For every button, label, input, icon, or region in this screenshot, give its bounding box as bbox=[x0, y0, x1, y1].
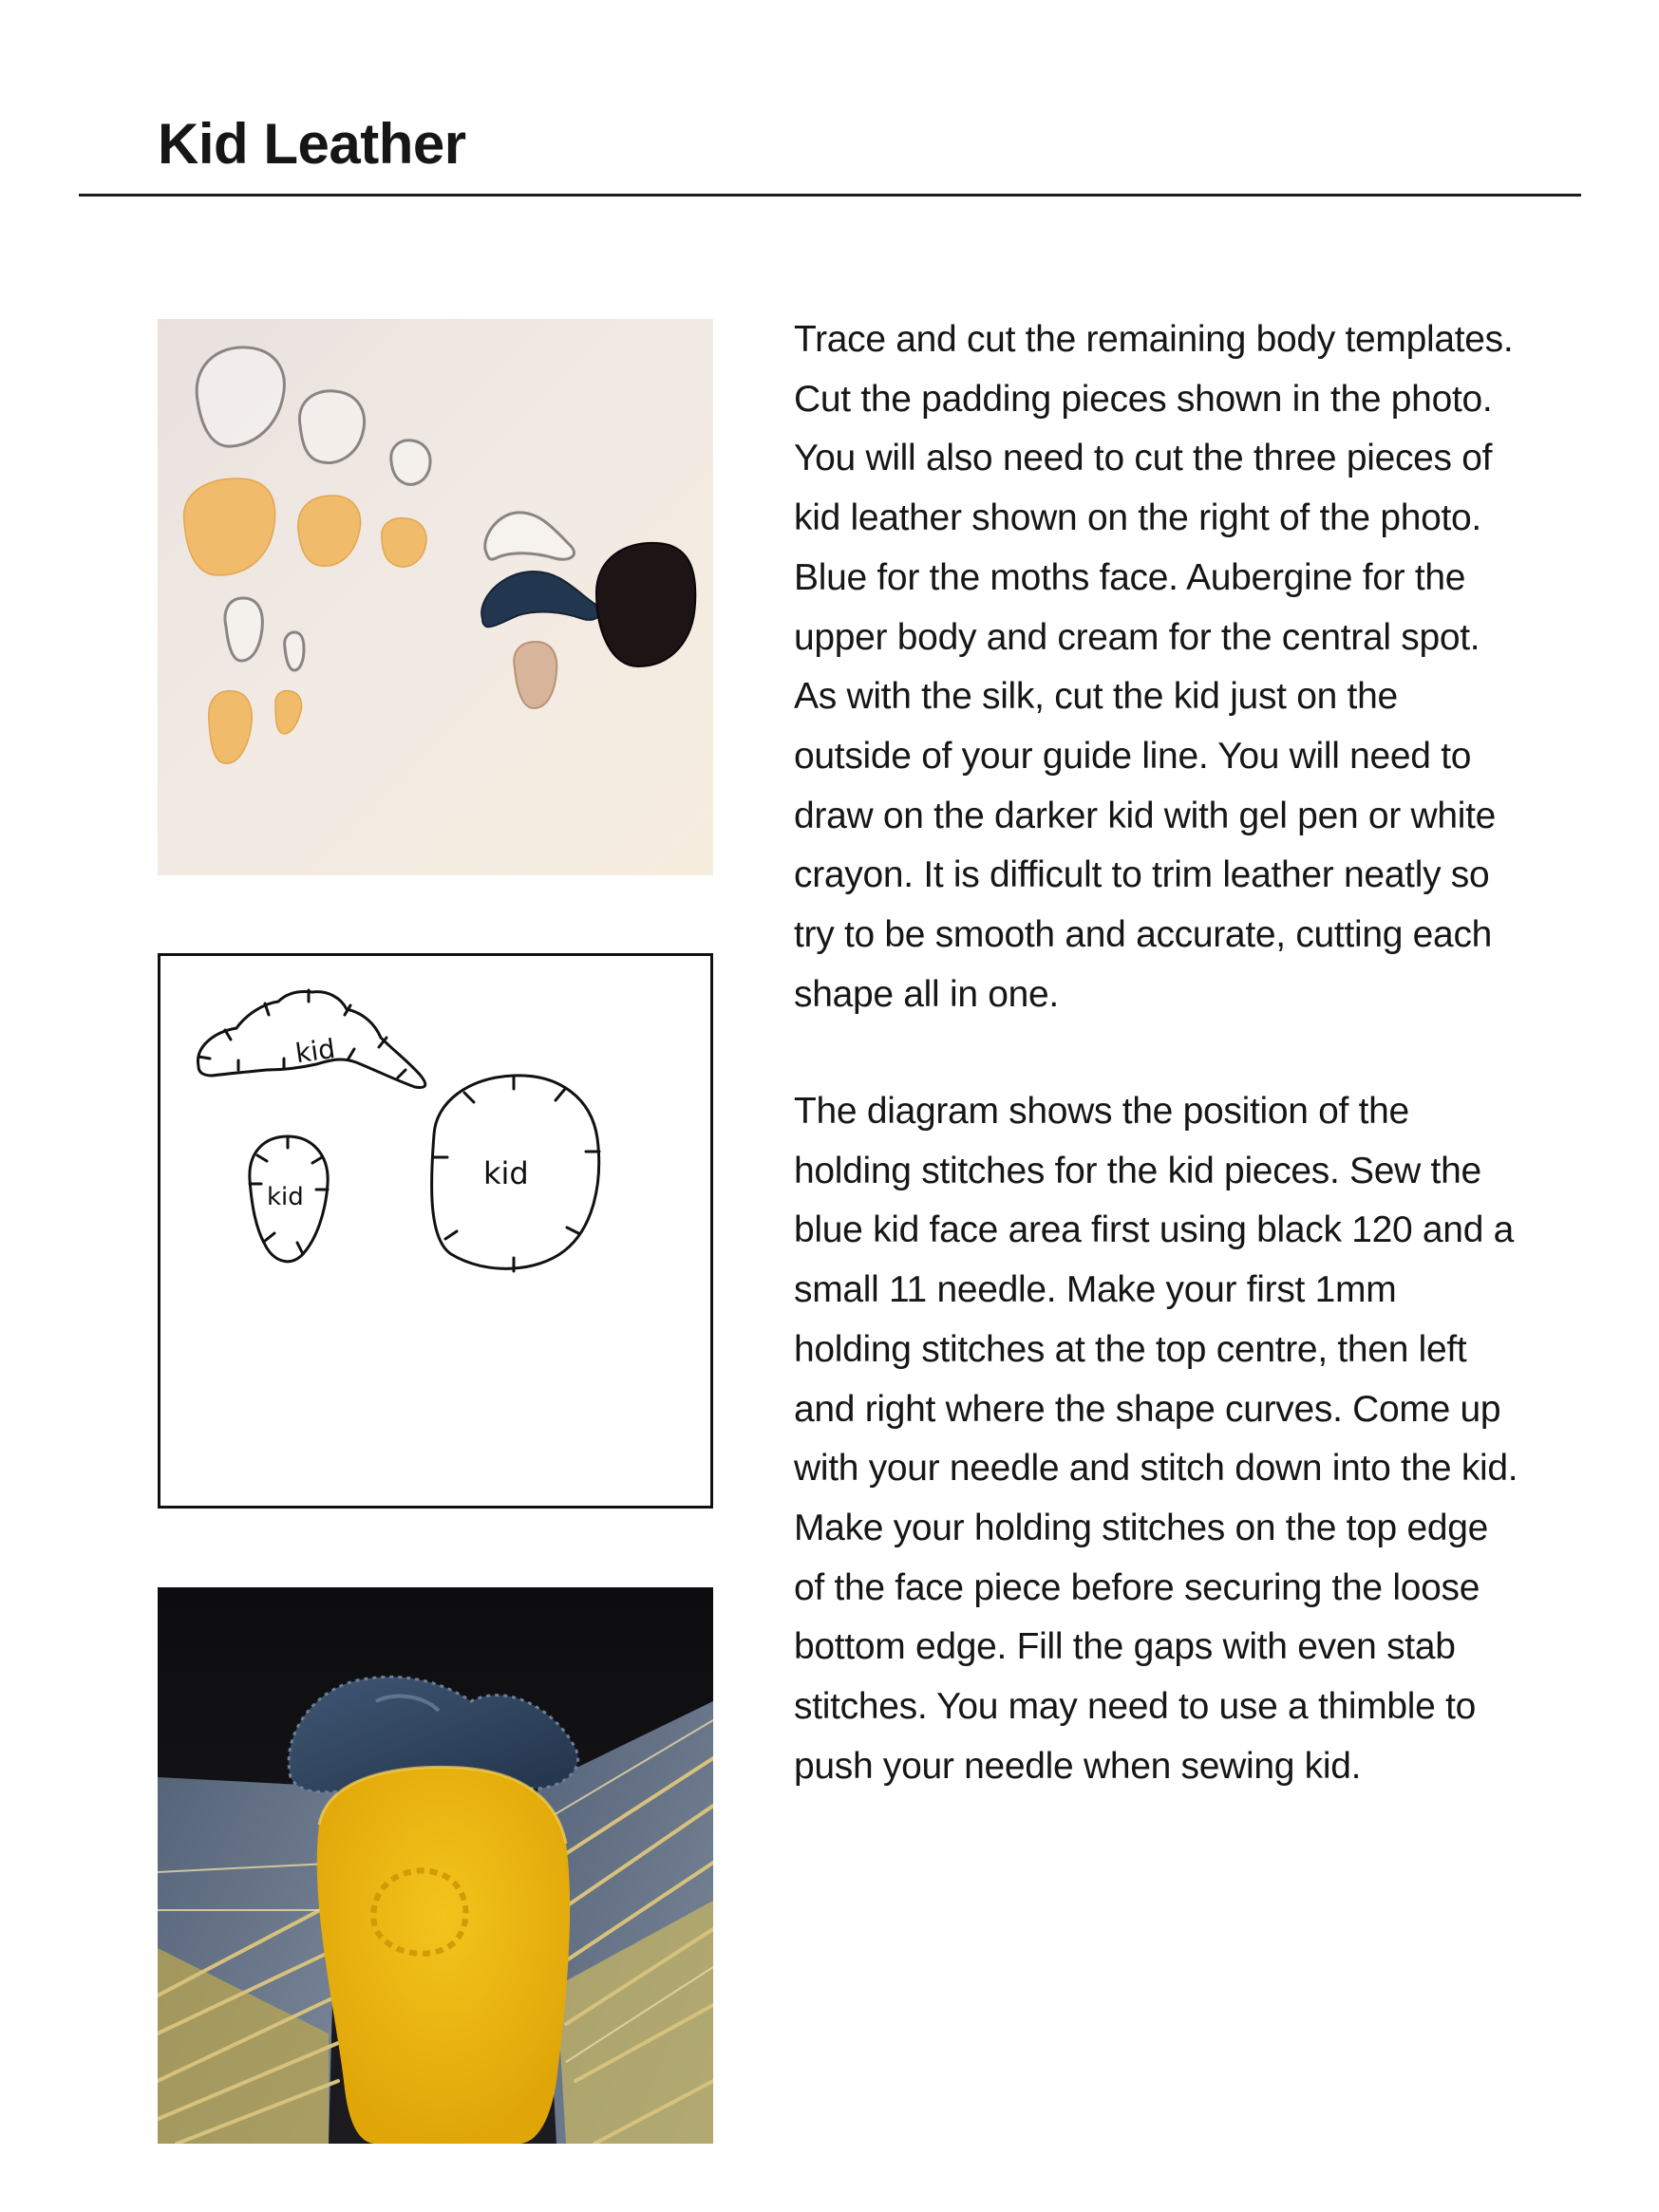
text-line: kid leather shown on the right of the photo. bbox=[794, 497, 1481, 539]
text-line: The diagram shows the position of the bbox=[794, 1091, 1409, 1132]
text-line: outside of your guide line. You will need to bbox=[794, 735, 1472, 777]
stitched-photo bbox=[158, 1587, 713, 2144]
text-line: Trace and cut the remaining body templates. bbox=[794, 319, 1514, 360]
text-line: try to be smooth and accurate, cutting each bbox=[794, 914, 1493, 956]
clear-template-oval bbox=[225, 598, 262, 661]
leather-padding-templates-photo bbox=[158, 319, 713, 875]
text-line: Cut the padding pieces shown in the photo. bbox=[794, 378, 1493, 420]
instructions-paragraph-2 bbox=[794, 1082, 1573, 1796]
title-divider bbox=[79, 194, 1581, 197]
stitched-kid-moth-closeup-photo bbox=[158, 1587, 713, 2144]
text-line: and right where the shape curves. Come up bbox=[794, 1388, 1501, 1430]
text-line: blue kid face area first using black 120 and a bbox=[794, 1209, 1515, 1251]
yellow-felt-body bbox=[317, 1767, 570, 2144]
text-line: push your needle when sewing kid. bbox=[794, 1745, 1362, 1787]
text-line: Blue for the moths face. Aubergine for the bbox=[794, 556, 1466, 598]
stitch-position-diagram bbox=[160, 956, 710, 1506]
diagram-label-body: kid bbox=[483, 1155, 529, 1191]
text-line: As with the silk, cut the kid just on the bbox=[794, 676, 1398, 718]
text-line: crayon. It is difficult to trim leather neatly so bbox=[794, 854, 1490, 896]
text-line: Make your holding stitches on the top edge bbox=[794, 1507, 1489, 1548]
instructions-paragraph-1 bbox=[794, 310, 1573, 1024]
clear-template-tiny bbox=[285, 632, 304, 670]
diagram-label-spot: kid bbox=[267, 1183, 304, 1211]
text-line: stitches. You may need to use a thimble to bbox=[794, 1686, 1477, 1728]
felt-padding-small bbox=[382, 518, 426, 567]
text-line: bottom edge. Fill the gaps with even stab bbox=[794, 1626, 1456, 1668]
templates-photo bbox=[158, 319, 713, 875]
stitch-diagram bbox=[158, 953, 713, 1509]
text-line: holding stitches at the top centre, then left bbox=[794, 1328, 1467, 1370]
text-line: with your needle and stitch down into the kid. bbox=[794, 1448, 1518, 1490]
text-line: shape all in one. bbox=[794, 973, 1059, 1015]
text-line: draw on the darker kid with gel pen or white bbox=[794, 795, 1497, 836]
text-line: holding stitches for the kid pieces. Sew the bbox=[794, 1150, 1481, 1191]
diagram-label-face: kid bbox=[292, 1032, 337, 1070]
clear-template-small bbox=[391, 441, 430, 485]
text-line: You will also need to cut the three pieces of bbox=[794, 438, 1493, 479]
text-line: upper body and cream for the central spot. bbox=[794, 616, 1480, 658]
page-title: Kid Leather bbox=[158, 112, 466, 176]
text-line: of the face piece before securing the loose bbox=[794, 1566, 1480, 1608]
text-line: small 11 needle. Make your first 1mm bbox=[794, 1269, 1397, 1311]
aubergine-kid-body bbox=[596, 543, 695, 666]
